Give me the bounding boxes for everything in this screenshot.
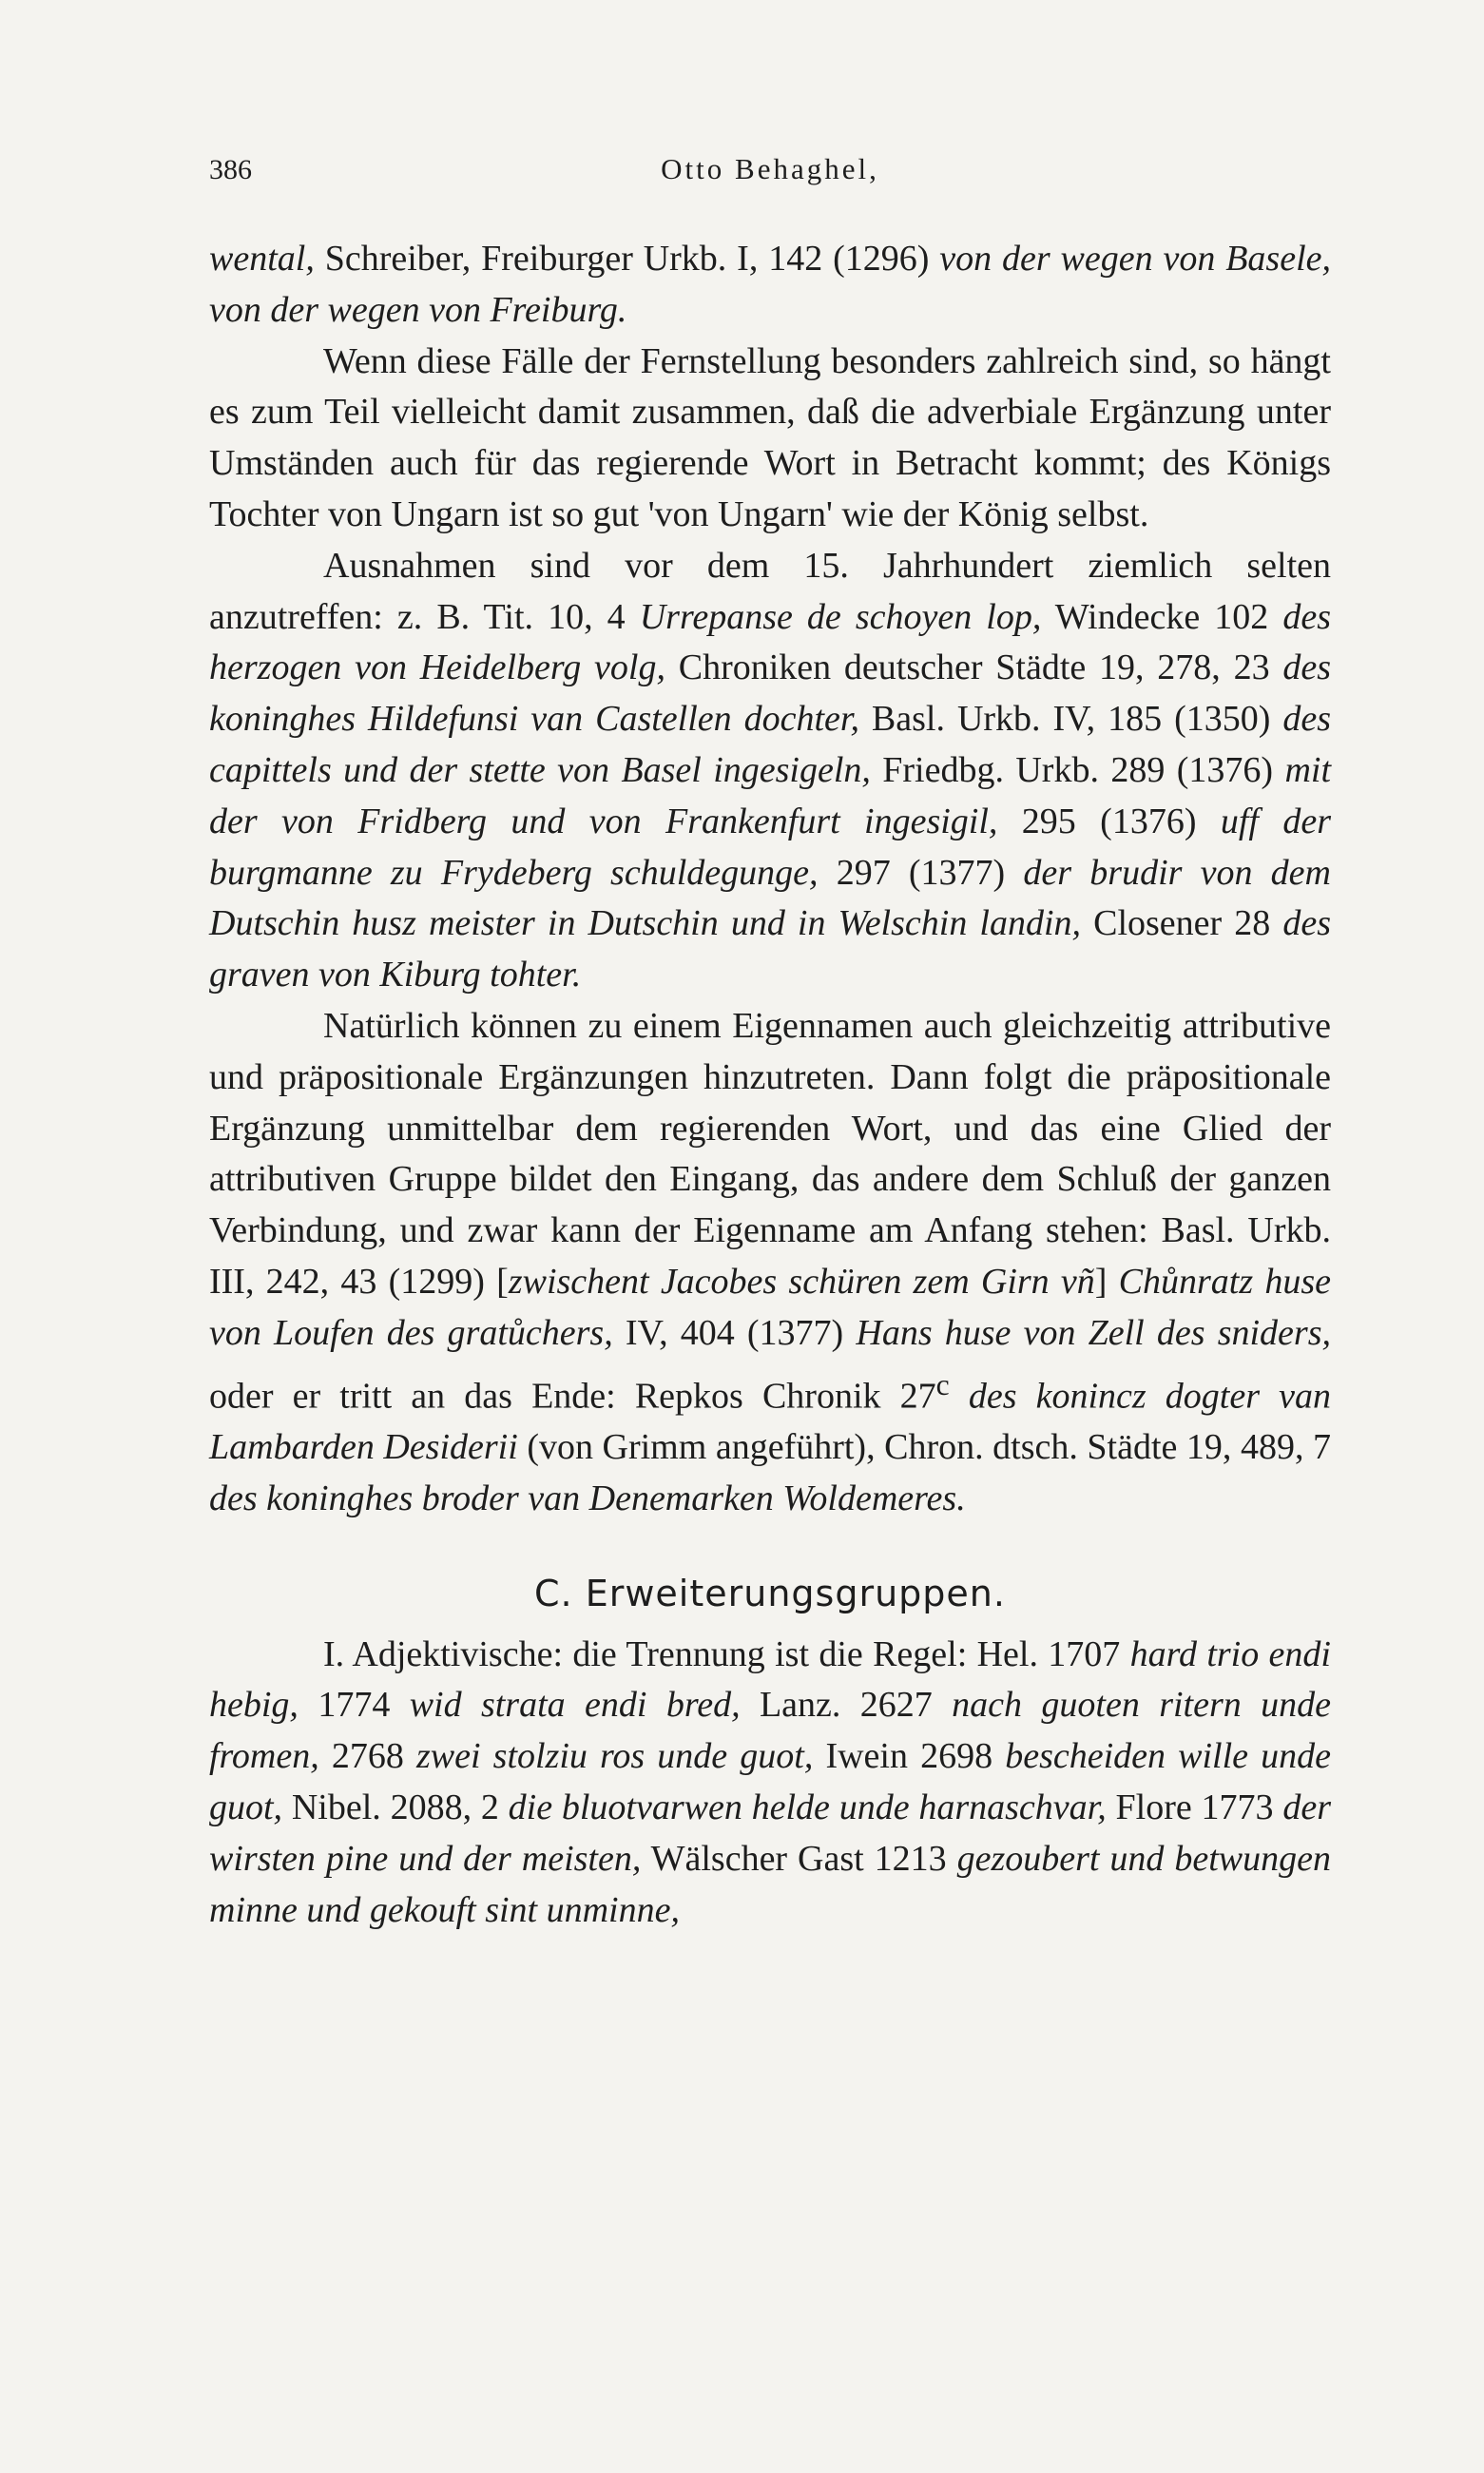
- citation: Chůnratz huse von Loufen des gratůchers,: [209, 1261, 1331, 1353]
- reference: Nibel. 2088, 2: [282, 1787, 509, 1827]
- superscript: c: [935, 1367, 950, 1401]
- text-run: I. Adjektivische: die Trennung ist die Regel: Hel. 1707: [323, 1633, 1130, 1674]
- paragraph-1: [209, 234, 1331, 337]
- reference: Flore 1773: [1106, 1787, 1283, 1827]
- reference: Friedbg. Urkb. 289 (1376): [870, 749, 1285, 790]
- citation: des graven von Kiburg tohter.: [209, 903, 1331, 995]
- reference: Windecke 102: [1041, 596, 1283, 637]
- reference: Lanz. 2627: [740, 1685, 953, 1726]
- page-number: 386: [209, 154, 252, 185]
- citation: des konincz dogter van Lambarden Desiderii: [209, 1376, 1332, 1467]
- reference: Closener 28: [1081, 903, 1283, 944]
- citation: zwei stolziu ros unde guot,: [415, 1736, 814, 1777]
- citation: zwischent Jacobes schüren zem Girn vñ: [508, 1261, 1095, 1302]
- citation: der wirsten pine und der meisten,: [209, 1787, 1331, 1879]
- citation: Urrepanse de schoyen lop,: [639, 596, 1042, 637]
- reference: Wälscher Gast 1213: [641, 1838, 957, 1879]
- citation: des herzogen von Heidelberg volg,: [209, 596, 1331, 688]
- text-run: Ausnahmen sind vor dem 15. Jahrhundert ziemlich selten anzutreffen: z. B. Tit. 10, 4: [209, 545, 1331, 637]
- citation: des capittels und der stette von Basel ingesigeln,: [209, 699, 1331, 790]
- citation: wid strata endi bred,: [409, 1685, 741, 1726]
- paragraph-5: [209, 1630, 1331, 1937]
- citation: mit der von Fridberg und von Frankenfurt ingesigil,: [209, 749, 1331, 841]
- text-run: Natürlich können zu einem Eigennamen auch gleichzeitig attributive und präpositionale Ergänzungen hinzutreten. Dann folgt die präpositionale Ergänzung unmittelbar dem regierenden Wort, und das eine Glied der attributiven Gruppe bildet den Eingang, das andere dem Schluß der ganzen Verbindung, und zwar kann der Eigenname am Anfang stehen: Basl. Urkb. III, 242, 43 (1299) [: [209, 1005, 1331, 1302]
- paragraph-2: Wenn diese Fälle der Fernstellung besonders zahlreich sind, so hängt es zum Teil vielleicht damit zusammen, daß die adverbiale Ergänzung unter Umständen auch für das regierende Wort in Betracht kommt; des Königs Tochter von Ungarn ist so gut 'von Ungarn' wie der König selbst.: [209, 340, 1331, 534]
- running-head: Otto Behaghel,: [661, 152, 879, 185]
- citation: Hans huse von Zell des sniders,: [856, 1312, 1331, 1353]
- paragraph-3: [209, 541, 1331, 1001]
- reference: 295 (1376): [997, 801, 1221, 841]
- reference: 297 (1377): [818, 852, 1024, 893]
- page-header: [209, 143, 1331, 200]
- reference: 1774: [298, 1685, 410, 1726]
- citation: des koninghes Hildefunsi van Castellen dochter,: [209, 647, 1331, 740]
- reference: Iwein 2698: [813, 1736, 1006, 1777]
- text-run: [950, 1376, 969, 1416]
- body-text: [209, 234, 1331, 1936]
- citation: gezoubert und betwungen minne und gekouft sint unminne,: [209, 1838, 1331, 1930]
- reference: IV, 404 (1377): [612, 1312, 857, 1353]
- citation: uff der burgmanne zu Frydeberg schuldegunge,: [209, 801, 1331, 893]
- citation: der brudir von dem Dutschin husz meister in Dutschin und in Welschin landin,: [209, 852, 1331, 944]
- citation: die bluotvarwen helde unde harnaschvar,: [508, 1787, 1107, 1827]
- reference: Schreiber, Freiburger Urkb. I, 142 (1296): [314, 239, 940, 279]
- citation: hard trio endi hebig,: [209, 1633, 1331, 1726]
- citation: bescheiden wille unde guot,: [209, 1736, 1332, 1827]
- text-run: ]: [1094, 1261, 1119, 1302]
- citation: wental,: [209, 239, 315, 279]
- reference: Basl. Urkb. IV, 185 (1350): [858, 699, 1283, 740]
- section-heading: C. Erweiterungsgruppen.: [534, 1572, 1006, 1614]
- reference: 2768: [318, 1736, 416, 1777]
- reference: (von Grimm angeführt), Chron. dtsch. Städte 19, 489, 7: [517, 1426, 1332, 1467]
- page: [209, 143, 1331, 1936]
- citation: nach guoten ritern unde fromen,: [209, 1685, 1331, 1777]
- reference: Chroniken deutscher Städte 19, 278, 23: [665, 647, 1283, 688]
- paragraph-4: [209, 1001, 1331, 1525]
- text-run: oder er tritt an das Ende: Repkos Chronik 27: [209, 1376, 936, 1417]
- citation: des koninghes broder van Denemarken Woldemeres.: [209, 1478, 966, 1518]
- citation: von der wegen von Basele, von der wegen von Freiburg.: [209, 239, 1331, 330]
